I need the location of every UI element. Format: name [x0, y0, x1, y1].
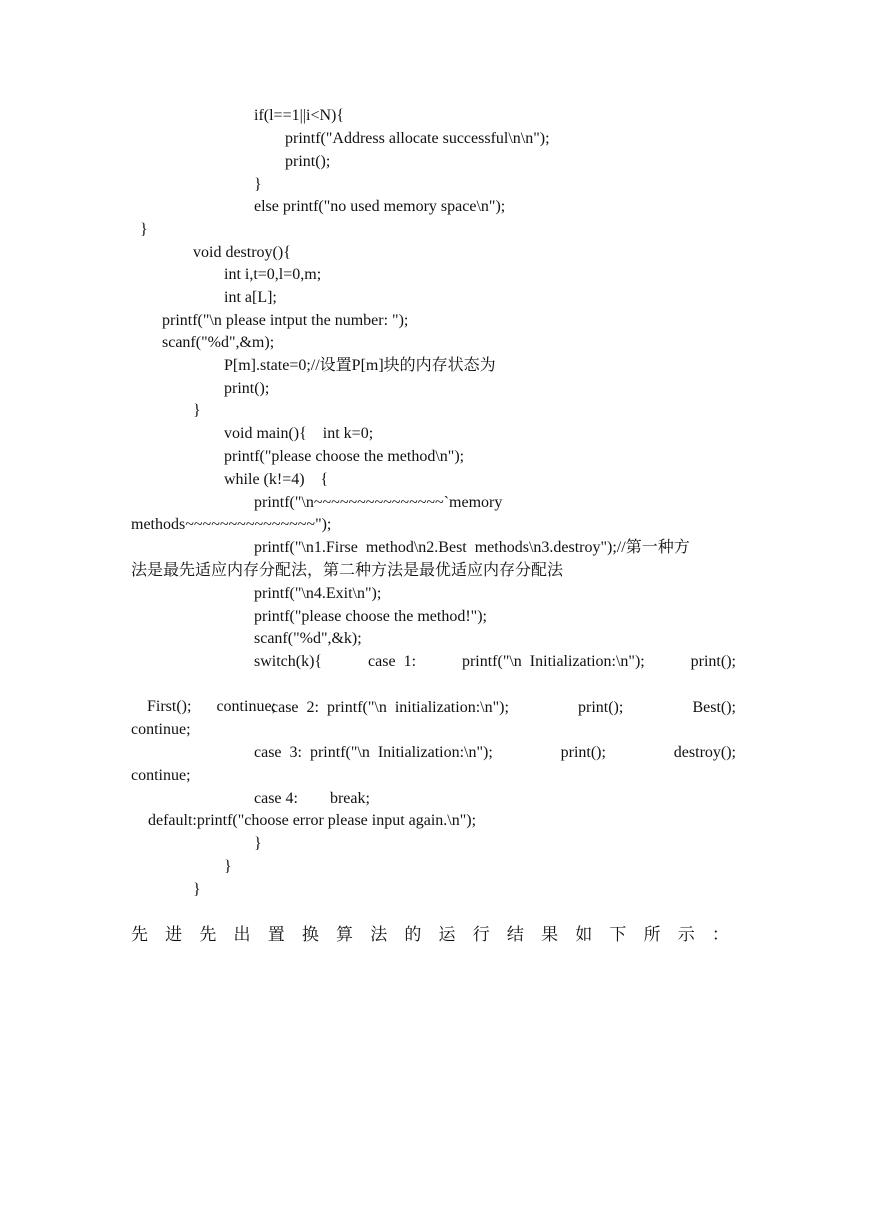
caption-char: 所 — [643, 925, 661, 944]
code-line-10: printf("\n please intput the number: "); — [162, 312, 409, 329]
code-fragment: print(); — [560, 744, 606, 761]
code-line-1: if(l==1||i<N){ — [254, 107, 345, 124]
caption-char: 下 — [609, 925, 627, 944]
code-line-11: scanf("%d",&m); — [162, 334, 275, 351]
code-line-14: } — [193, 402, 201, 419]
code-line-24: scanf("%d",&k); — [254, 630, 362, 647]
code-fragment: Best(); — [692, 699, 736, 716]
code-line-29 — [254, 742, 736, 764]
code-line-12: P[m].state=0;//设置P[m]块的内存状态为 — [224, 357, 496, 374]
code-fragment: switch(k){ — [254, 653, 323, 670]
caption-char: 算 — [336, 925, 354, 944]
code-fragment: First(); — [147, 698, 192, 715]
code-line-13: print(); — [224, 380, 270, 397]
caption-char: 出 — [233, 925, 251, 944]
caption-char: 法 — [370, 925, 388, 944]
results-caption — [131, 924, 729, 946]
code-line-31: case 4: break; — [254, 790, 370, 807]
caption-char: 先 — [131, 925, 148, 944]
code-line-23: printf("please choose the method!"); — [254, 608, 487, 625]
code-line-28: continue; — [131, 721, 191, 738]
code-line-17: while (k!=4) { — [224, 471, 329, 488]
caption-char: 进 — [165, 925, 183, 944]
caption-char: 示 — [677, 925, 695, 944]
caption-char: 的 — [404, 925, 422, 944]
code-fragment: case 2: printf("\n initialization:\n"); — [271, 699, 509, 716]
caption-char: 换 — [301, 925, 319, 944]
code-line-20: printf("\n1.Firse method\n2.Best methods\n3.destroy");//第一种方 — [254, 539, 690, 556]
code-line-30: continue; — [131, 767, 191, 784]
code-line-2: printf("Address allocate successful\n\n"); — [285, 130, 550, 147]
code-line-33: } — [254, 835, 262, 852]
code-line-25 — [254, 651, 736, 673]
code-fragment: printf("\n Initialization:\n"); — [461, 653, 645, 670]
caption-char: 如 — [575, 925, 593, 944]
caption-char: ： — [711, 925, 729, 944]
code-line-3: print(); — [285, 153, 331, 170]
code-fragment: destroy(); — [673, 744, 736, 761]
code-fragment: case 1: — [368, 653, 417, 670]
code-fragment: print(); — [690, 653, 736, 670]
caption-char: 果 — [541, 925, 559, 944]
code-line-35: } — [193, 881, 201, 898]
code-fragment: continue; — [216, 698, 276, 715]
code-line-15: void main(){ int k=0; — [224, 425, 374, 442]
code-line-7: void destroy(){ — [193, 244, 291, 261]
code-line-18: printf("\n~~~~~~~~~~~~~~~`memory — [254, 494, 503, 511]
code-line-6: } — [140, 221, 148, 238]
code-line-21: 法是最先适应内存分配法，第二种方法是最优适应内存分配法 — [131, 562, 564, 579]
code-line-9: int a[L]; — [224, 289, 277, 306]
code-line-27 — [271, 697, 736, 719]
code-line-22: printf("\n4.Exit\n"); — [254, 585, 382, 602]
code-fragment: case 3: printf("\n Initialization:\n"); — [254, 744, 493, 761]
code-line-5: else printf("no used memory space\n"); — [254, 198, 506, 215]
caption-char: 先 — [199, 925, 217, 944]
code-line-16: printf("please choose the method\n"); — [224, 448, 465, 465]
caption-char: 置 — [267, 925, 285, 944]
code-line-32: default:printf("choose error please input again.\n"); — [148, 812, 477, 829]
code-line-19: methods~~~~~~~~~~~~~~~"); — [131, 516, 332, 533]
code-line-4: } — [254, 176, 262, 193]
caption-char: 行 — [472, 925, 490, 944]
code-line-34: } — [224, 858, 232, 875]
code-line-8: int i,t=0,l=0,m; — [224, 266, 322, 283]
caption-char: 运 — [438, 925, 456, 944]
caption-char: 结 — [506, 925, 524, 944]
code-fragment: print(); — [578, 699, 624, 716]
